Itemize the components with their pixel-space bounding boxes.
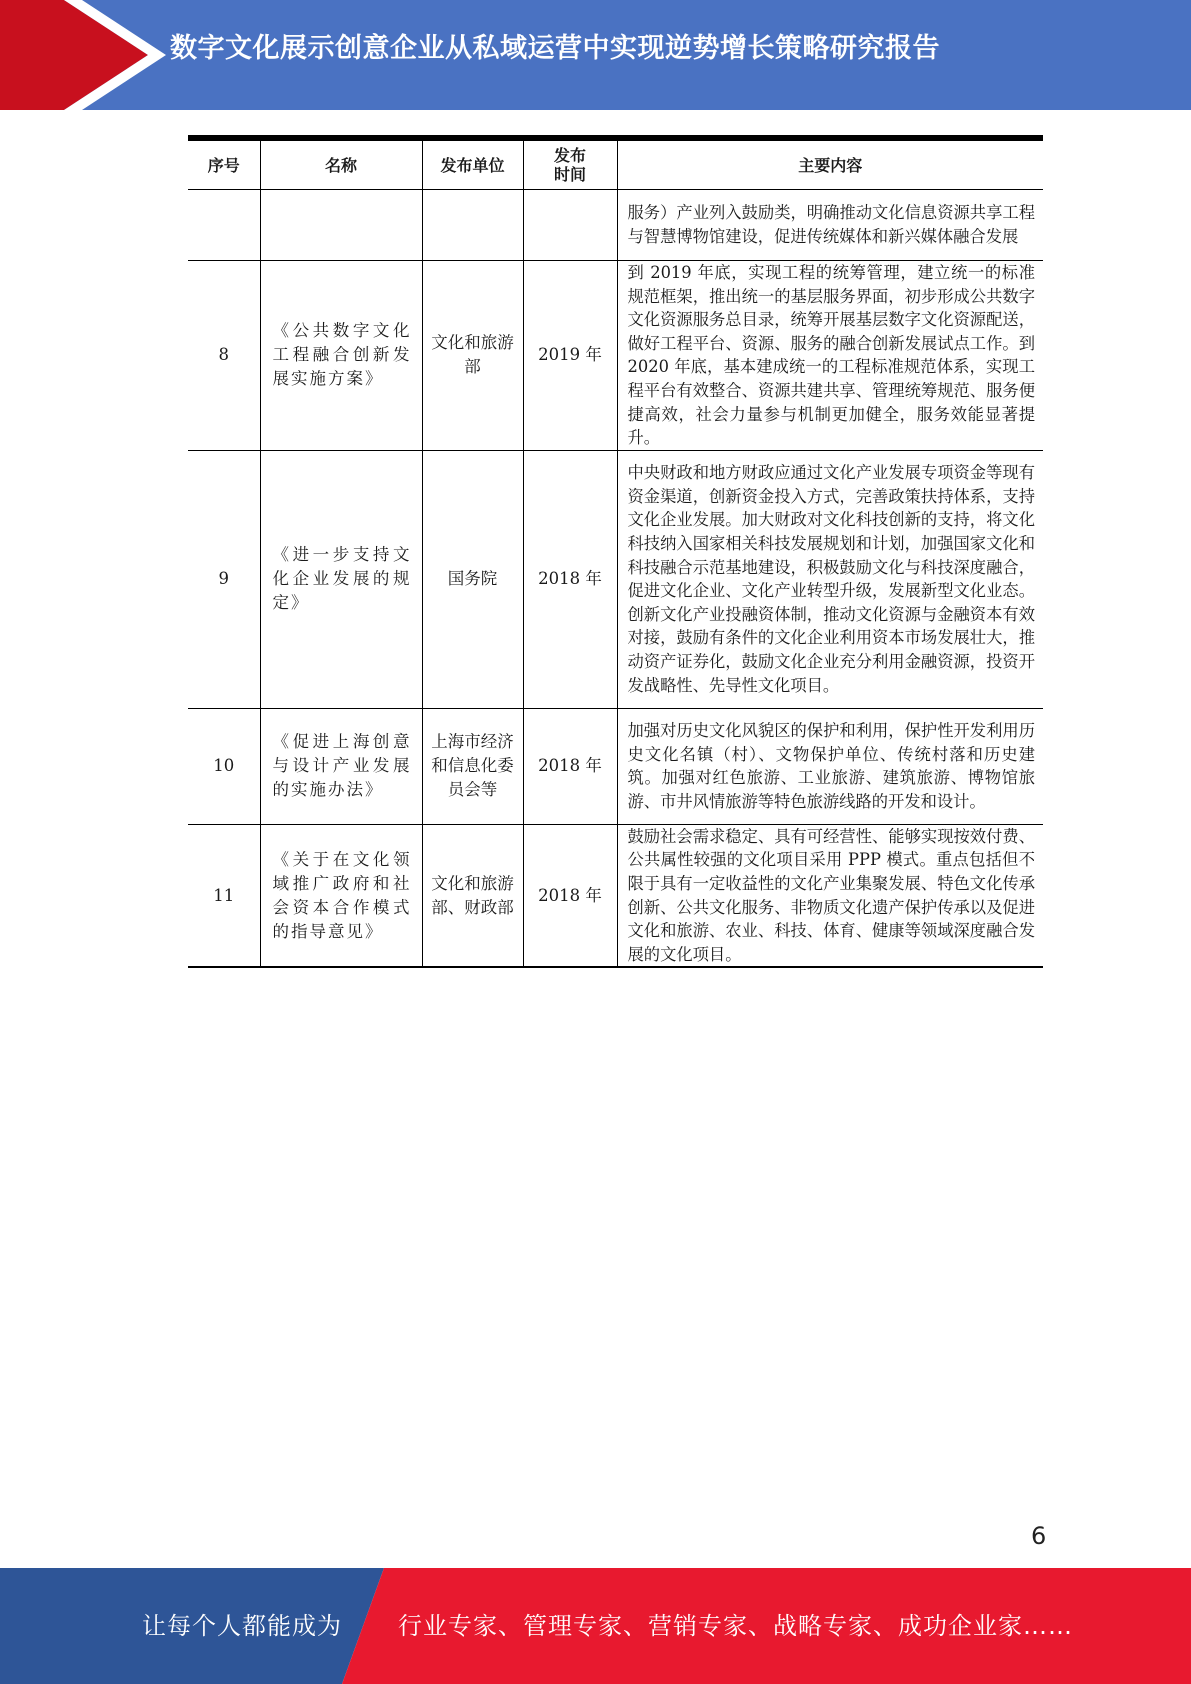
cell-name	[260, 190, 422, 261]
table-row	[188, 450, 1043, 708]
cell-seq: 8	[188, 261, 260, 451]
cell-content: 鼓励社会需求稳定、具有可经营性、能够实现按效付费、公共属性较强的文化项目采用 PPP 模式。重点包括但不限于具有一定收益性的文化产业集聚发展、特色文化传承创新、公共文化服务、非物质文化遗产保护传承以及促进文化和旅游、农业、科技、体育、健康等领域深度融合发展的文化项目。	[617, 824, 1043, 967]
header-unit: 发布单位	[422, 138, 523, 190]
cell-content: 中央财政和地方财政应通过文化产业发展专项资金等现有资金渠道，创新资金投入方式，完善政策扶持体系，支持文化企业发展。加大财政对文化科技创新的支持，将文化科技纳入国家相关科技发展规划和计划，加强国家文化和科技融合示范基地建设，积极鼓励文化与科技深度融合，促进文化企业、文化产业转型升级，发展新型文化业态。创新文化产业投融资体制，推动文化资源与金融资本有效对接，鼓励有条件的文化企业利用资本市场发展壮大，推动资产证券化，鼓励文化企业充分利用金融资源，投资开发战略性、先导性文化项目。	[617, 450, 1043, 708]
cell-content: 加强对历史文化风貌区的保护和利用，保护性开发利用历史文化名镇（村）、文物保护单位、传统村落和历史建筑。加强对红色旅游、工业旅游、建筑旅游、博物馆旅游、市井风情旅游等特色旅游线路的开发和设计。	[617, 708, 1043, 824]
cell-unit: 文化和旅游部	[422, 261, 523, 451]
cell-seq	[188, 190, 260, 261]
cell-content: 到 2019 年底，实现工程的统筹管理，建立统一的标准规范框架，推出统一的基层服务界面，初步形成公共数字文化资源服务总目录，统筹开展基层数字文化资源配送，做好工程平台、资源、服务的融合创新发展试点工作。到 2020 年底，基本建成统一的工程标准规范体系，实现工程平台有效整合、资源共建共享、管理统筹规范、服务便捷高效，社会力量参与机制更加健全，服务效能显著提升。	[617, 261, 1043, 451]
table-header-row	[188, 138, 1043, 190]
cell-name: 《进一步支持文化企业发展的规定》	[260, 450, 422, 708]
cell-name: 《关于在文化领域推广政府和社会资本合作模式的指导意见》	[260, 824, 422, 967]
cell-time: 2018 年	[523, 450, 617, 708]
page-number: 6	[1031, 1522, 1047, 1550]
header-name: 名称	[260, 138, 422, 190]
table-row	[188, 261, 1043, 451]
header-seq: 序号	[188, 138, 260, 190]
report-title: 数字文化展示创意企业从私域运营中实现逆势增长策略研究报告	[170, 33, 940, 64]
cell-seq: 9	[188, 450, 260, 708]
policy-table-container	[188, 135, 1043, 968]
header-time: 发布 时间	[523, 138, 617, 190]
cell-time: 2019 年	[523, 261, 617, 451]
cell-unit	[422, 190, 523, 261]
cell-time: 2018 年	[523, 824, 617, 967]
table-row	[188, 708, 1043, 824]
table-row	[188, 190, 1043, 261]
header-content: 主要内容	[617, 138, 1043, 190]
cell-time	[523, 190, 617, 261]
cell-name: 《公共数字文化工程融合创新发展实施方案》	[260, 261, 422, 451]
cell-time: 2018 年	[523, 708, 617, 824]
policy-table	[188, 135, 1043, 968]
cell-unit: 上海市经济和信息化委员会等	[422, 708, 523, 824]
cell-content: 服务）产业列入鼓励类，明确推动文化信息资源共享工程与智慧博物馆建设，促进传统媒体和新兴媒体融合发展	[617, 190, 1043, 261]
page-header	[0, 0, 1191, 110]
cell-name: 《促进上海创意与设计产业发展的实施办法》	[260, 708, 422, 824]
footer-slogan-left: 让每个人都能成为	[142, 1612, 342, 1640]
footer-slogan-right: 行业专家、管理专家、营销专家、战略专家、成功企业家……	[398, 1612, 1073, 1640]
page-footer	[0, 1568, 1191, 1684]
cell-seq: 11	[188, 824, 260, 967]
cell-unit: 文化和旅游部、财政部	[422, 824, 523, 967]
table-row	[188, 824, 1043, 967]
cell-unit: 国务院	[422, 450, 523, 708]
cell-seq: 10	[188, 708, 260, 824]
